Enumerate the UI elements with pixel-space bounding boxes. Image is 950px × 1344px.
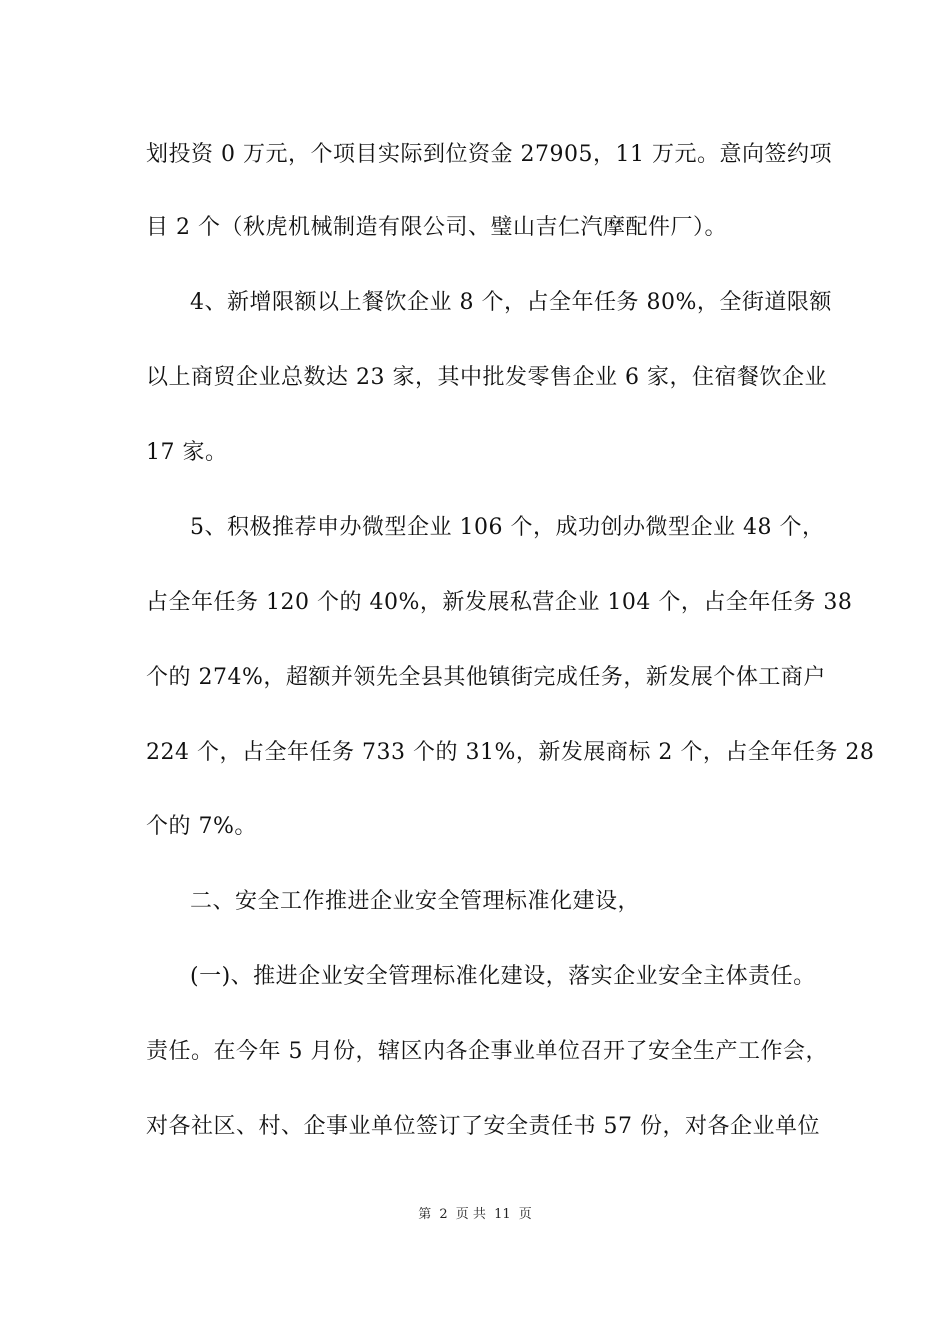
body-line: 目 2 个（秋虎机械制造有限公司、璧山吉仁汽摩配件厂）。: [146, 215, 727, 240]
page-footer: [0, 1206, 950, 1224]
body-line: 个的 274%，超额并领先全县其他镇街完成任务，新发展个体工商户: [146, 665, 826, 690]
body-line: 以上商贸企业总数达 23 家，其中批发零售企业 6 家，住宿餐饮企业: [146, 365, 827, 390]
body-line: 个的 7%。: [146, 814, 257, 839]
body-line: 占全年任务 120 个的 40%，新发展私营企业 104 个，占全年任务 38: [146, 590, 853, 615]
footer-prefix: 第: [418, 1207, 432, 1222]
body-line: 224 个，占全年任务 733 个的 31%，新发展商标 2 个，占全年任务 28: [146, 740, 875, 765]
body-line: 17 家。: [146, 440, 228, 465]
body-line: 5、积极推荐申办微型企业 106 个，成功创办微型企业 48 个，: [190, 515, 825, 540]
body-line: 责任。在今年 5 月份，辖区内各企事业单位召开了安全生产工作会，: [146, 1039, 828, 1064]
footer-total-pages: 11: [494, 1207, 511, 1222]
body-line: 4、新增限额以上餐饮企业 8 个，占全年任务 80%，全街道限额: [190, 290, 832, 315]
body-line: 划投资 0 万元，个项目实际到位资金 27905，11 万元。意向签约项: [146, 142, 832, 167]
footer-current-page: 2: [439, 1207, 448, 1222]
body-line: 对各社区、村、企事业单位签订了安全责任书 57 份，对各企业单位: [146, 1114, 820, 1139]
footer-middle: 页 共: [455, 1207, 486, 1222]
section-heading: 二、安全工作推进企业安全管理标准化建设，: [190, 889, 641, 914]
subsection-heading: (一)、推进企业安全管理标准化建设，落实企业安全主体责任。: [190, 964, 816, 989]
footer-suffix: 页: [518, 1207, 532, 1222]
